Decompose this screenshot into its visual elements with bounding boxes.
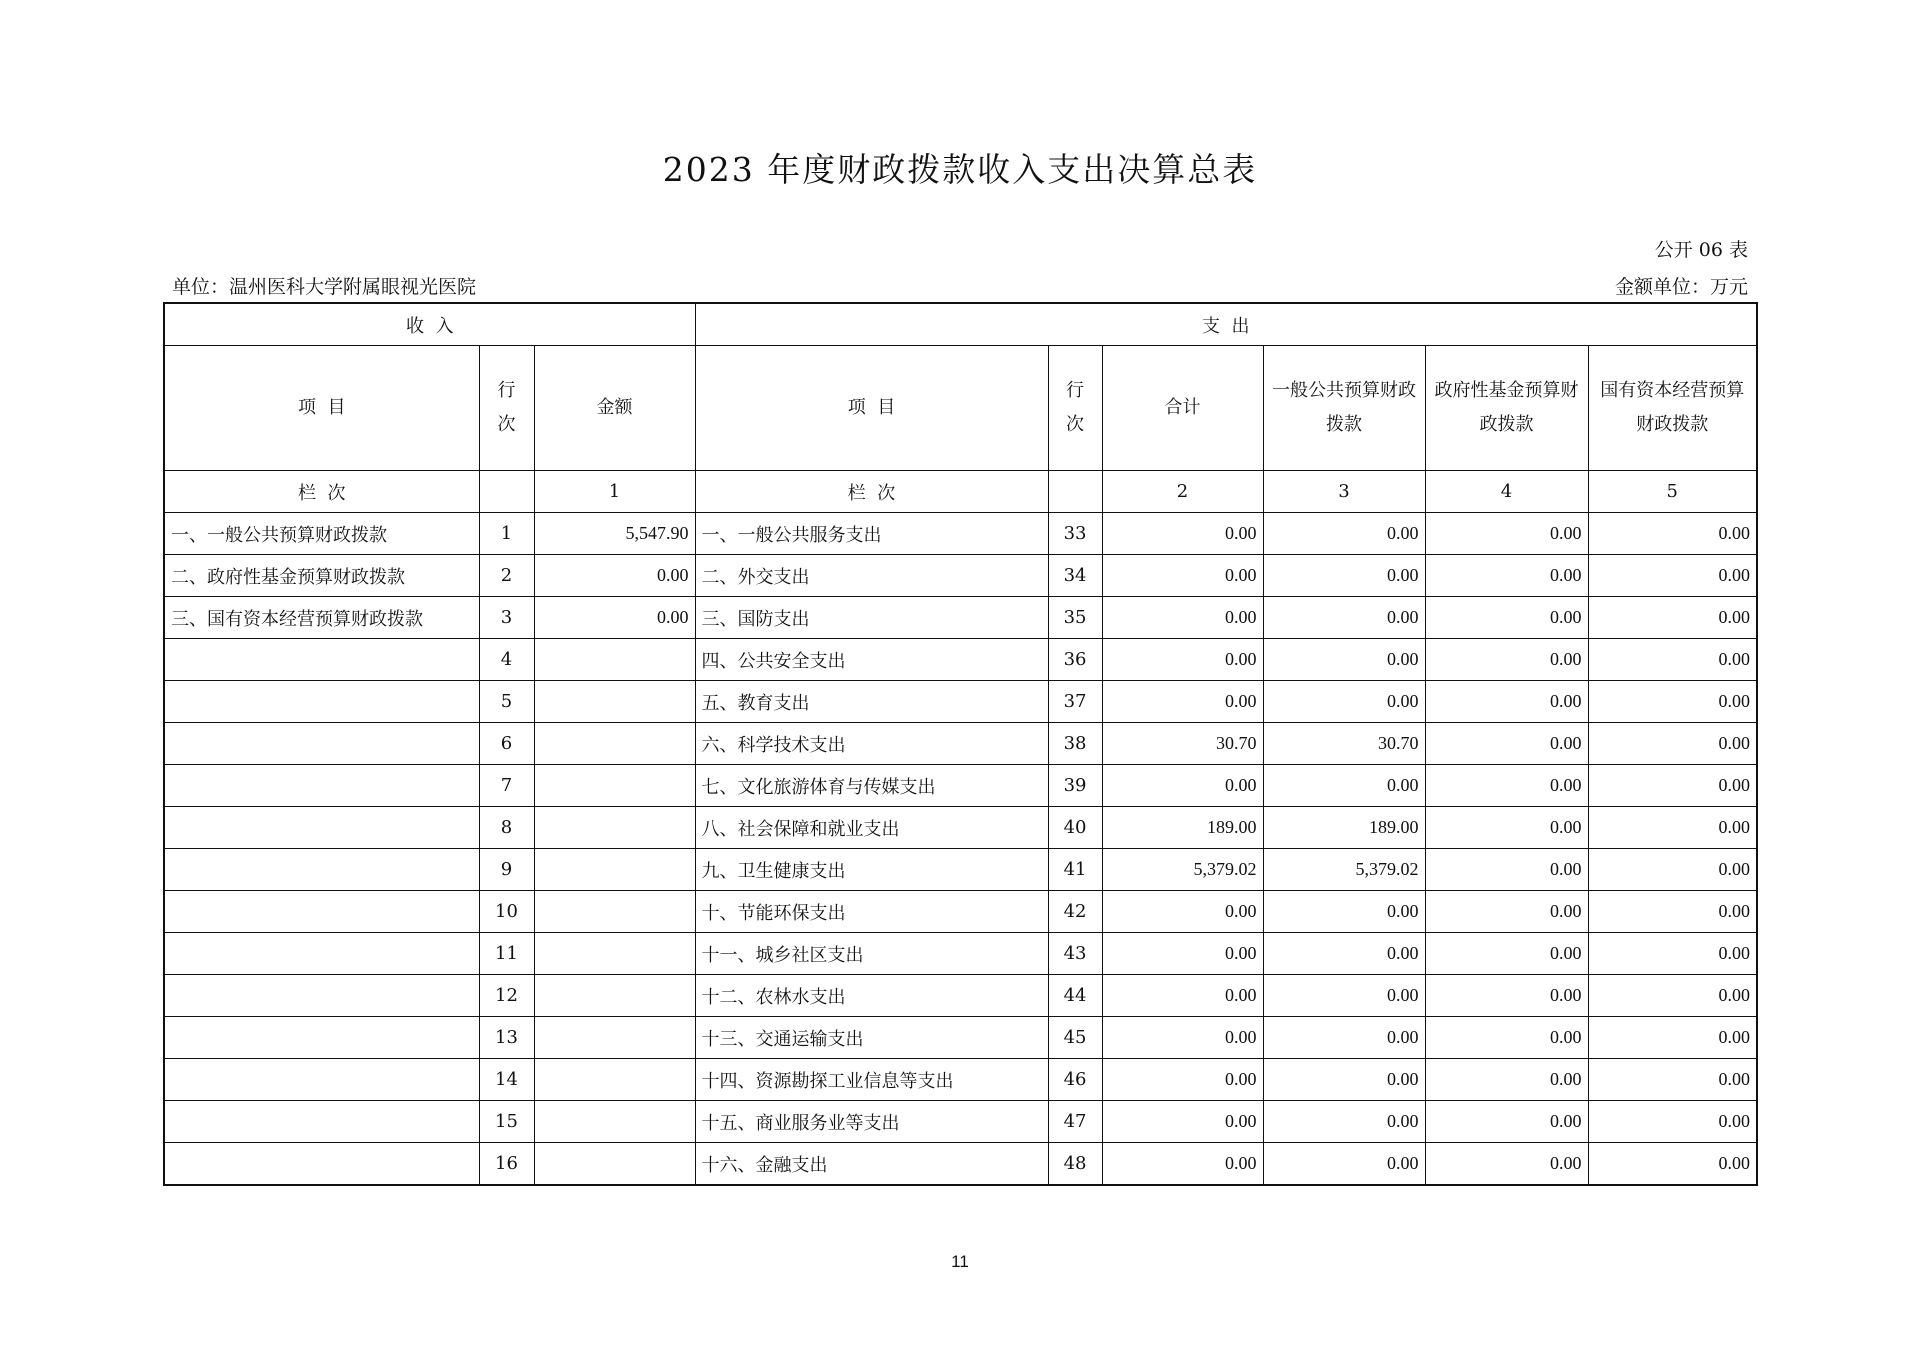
table-row — [164, 1017, 1757, 1059]
expense-item: 五、教育支出 — [695, 681, 1048, 723]
state-capital-header: 国有资本经营预算财政拨款 — [1588, 346, 1757, 471]
income-item — [164, 975, 479, 1017]
expense-item-header: 项 目 — [695, 346, 1048, 471]
total-amount: 0.00 — [1102, 933, 1263, 975]
state-capital-amount: 0.00 — [1588, 1017, 1757, 1059]
income-amount — [534, 891, 695, 933]
income-amount — [534, 1017, 695, 1059]
state-capital-amount: 0.00 — [1588, 1101, 1757, 1143]
general-budget-header: 一般公共预算财政拨款 — [1263, 346, 1425, 471]
general-budget-amount: 0.00 — [1263, 1017, 1425, 1059]
expense-item: 九、卫生健康支出 — [695, 849, 1048, 891]
income-item — [164, 1101, 479, 1143]
state-capital-amount: 0.00 — [1588, 891, 1757, 933]
expense-item: 三、国防支出 — [695, 597, 1048, 639]
general-budget-amount: 0.00 — [1263, 639, 1425, 681]
form-number: 公开 06 表 — [1654, 239, 1748, 261]
expense-line-no: 41 — [1048, 849, 1102, 891]
income-item — [164, 765, 479, 807]
general-budget-amount: 0.00 — [1263, 975, 1425, 1017]
income-amount — [534, 1059, 695, 1101]
column-number-row — [164, 471, 1757, 513]
income-amount-header: 金额 — [534, 346, 695, 471]
general-budget-amount: 0.00 — [1263, 513, 1425, 555]
gov-fund-amount: 0.00 — [1425, 1059, 1588, 1101]
expense-line-no: 46 — [1048, 1059, 1102, 1101]
income-line-no: 1 — [479, 513, 534, 555]
table-row — [164, 1101, 1757, 1143]
gov-fund-amount: 0.00 — [1425, 555, 1588, 597]
gov-fund-amount: 0.00 — [1425, 513, 1588, 555]
state-capital-amount: 0.00 — [1588, 555, 1757, 597]
gov-fund-amount: 0.00 — [1425, 765, 1588, 807]
expense-item: 十四、资源勘探工业信息等支出 — [695, 1059, 1048, 1101]
table-row — [164, 723, 1757, 765]
income-amount — [534, 681, 695, 723]
general-budget-amount: 0.00 — [1263, 765, 1425, 807]
unit-label: 单位：温州医科大学附属眼视光医院 — [172, 276, 477, 298]
total-amount: 0.00 — [1102, 1059, 1263, 1101]
income-amount — [534, 975, 695, 1017]
state-capital-amount: 0.00 — [1588, 765, 1757, 807]
money-unit-label: 金额单位：万元 — [1614, 276, 1748, 298]
income-line-no: 15 — [479, 1101, 534, 1143]
general-budget-amount: 0.00 — [1263, 555, 1425, 597]
income-line-no: 11 — [479, 933, 534, 975]
state-capital-amount: 0.00 — [1588, 1059, 1757, 1101]
header-row-sections — [164, 303, 1757, 346]
table-row — [164, 807, 1757, 849]
expense-header: 支 出 — [695, 303, 1757, 346]
column-no-label: 栏 次 — [164, 471, 479, 513]
income-item — [164, 849, 479, 891]
income-line-no: 7 — [479, 765, 534, 807]
expense-line-no: 33 — [1048, 513, 1102, 555]
state-capital-amount: 0.00 — [1588, 681, 1757, 723]
header-row-columns — [164, 346, 1757, 471]
total-amount: 5,379.02 — [1102, 849, 1263, 891]
general-budget-amount: 0.00 — [1263, 1143, 1425, 1186]
gov-fund-amount: 0.00 — [1425, 975, 1588, 1017]
total-amount: 0.00 — [1102, 765, 1263, 807]
income-amount — [534, 1143, 695, 1186]
general-budget-amount: 0.00 — [1263, 1101, 1425, 1143]
total-amount: 0.00 — [1102, 639, 1263, 681]
general-budget-amount: 0.00 — [1263, 891, 1425, 933]
expense-item: 四、公共安全支出 — [695, 639, 1048, 681]
expense-item: 十二、农林水支出 — [695, 975, 1048, 1017]
expense-line-no: 38 — [1048, 723, 1102, 765]
total-amount: 0.00 — [1102, 513, 1263, 555]
gov-fund-amount: 0.00 — [1425, 723, 1588, 765]
state-capital-amount: 0.00 — [1588, 723, 1757, 765]
expense-item: 十三、交通运输支出 — [695, 1017, 1048, 1059]
income-item — [164, 891, 479, 933]
table-row — [164, 975, 1757, 1017]
expense-line-no: 40 — [1048, 807, 1102, 849]
gov-fund-amount: 0.00 — [1425, 597, 1588, 639]
state-capital-amount: 0.00 — [1588, 807, 1757, 849]
table-row — [164, 639, 1757, 681]
col-3: 3 — [1263, 471, 1425, 513]
income-line-no: 8 — [479, 807, 534, 849]
table-row — [164, 597, 1757, 639]
income-item: 三、国有资本经营预算财政拨款 — [164, 597, 479, 639]
table-row — [164, 681, 1757, 723]
table-row — [164, 891, 1757, 933]
expense-item: 二、外交支出 — [695, 555, 1048, 597]
expense-item: 十五、商业服务业等支出 — [695, 1101, 1048, 1143]
gov-fund-amount: 0.00 — [1425, 639, 1588, 681]
expense-item: 十一、城乡社区支出 — [695, 933, 1048, 975]
general-budget-amount: 5,379.02 — [1263, 849, 1425, 891]
income-item — [164, 1143, 479, 1186]
expense-item: 十、节能环保支出 — [695, 891, 1048, 933]
expense-line-header: 行次 — [1048, 346, 1102, 471]
income-amount: 5,547.90 — [534, 513, 695, 555]
income-line-no: 5 — [479, 681, 534, 723]
income-item — [164, 807, 479, 849]
income-header: 收 入 — [164, 303, 695, 346]
income-item — [164, 681, 479, 723]
table-row — [164, 555, 1757, 597]
income-line-no: 4 — [479, 639, 534, 681]
total-amount: 0.00 — [1102, 681, 1263, 723]
total-amount: 0.00 — [1102, 891, 1263, 933]
income-amount: 0.00 — [534, 597, 695, 639]
income-line-no: 2 — [479, 555, 534, 597]
income-amount — [534, 849, 695, 891]
expense-line-no: 48 — [1048, 1143, 1102, 1186]
gov-fund-amount: 0.00 — [1425, 1143, 1588, 1186]
gov-fund-header: 政府性基金预算财政拨款 — [1425, 346, 1588, 471]
income-amount — [534, 1101, 695, 1143]
expense-item: 一、一般公共服务支出 — [695, 513, 1048, 555]
income-amount — [534, 639, 695, 681]
gov-fund-amount: 0.00 — [1425, 681, 1588, 723]
page-number: 11 — [951, 1252, 969, 1271]
table-row — [164, 513, 1757, 555]
expense-line-no: 35 — [1048, 597, 1102, 639]
state-capital-amount: 0.00 — [1588, 933, 1757, 975]
column-no-label: 栏 次 — [695, 471, 1048, 513]
table-row — [164, 849, 1757, 891]
income-item — [164, 639, 479, 681]
general-budget-amount: 189.00 — [1263, 807, 1425, 849]
general-budget-amount: 0.00 — [1263, 597, 1425, 639]
income-amount — [534, 933, 695, 975]
expense-line-no: 34 — [1048, 555, 1102, 597]
general-budget-amount: 0.00 — [1263, 1059, 1425, 1101]
expense-line-no: 45 — [1048, 1017, 1102, 1059]
gov-fund-amount: 0.00 — [1425, 891, 1588, 933]
col-5: 5 — [1588, 471, 1757, 513]
income-line-no: 6 — [479, 723, 534, 765]
total-amount: 0.00 — [1102, 1143, 1263, 1186]
total-amount: 0.00 — [1102, 555, 1263, 597]
general-budget-amount: 0.00 — [1263, 681, 1425, 723]
income-amount: 0.00 — [534, 555, 695, 597]
income-item — [164, 1059, 479, 1101]
total-amount: 0.00 — [1102, 1101, 1263, 1143]
expense-line-no: 36 — [1048, 639, 1102, 681]
empty-cell — [1048, 471, 1102, 513]
col-1: 1 — [534, 471, 695, 513]
income-line-header: 行次 — [479, 346, 534, 471]
total-amount: 0.00 — [1102, 975, 1263, 1017]
expense-line-no: 44 — [1048, 975, 1102, 1017]
expense-item: 七、文化旅游体育与传媒支出 — [695, 765, 1048, 807]
income-line-no: 10 — [479, 891, 534, 933]
gov-fund-amount: 0.00 — [1425, 807, 1588, 849]
income-item: 二、政府性基金预算财政拨款 — [164, 555, 479, 597]
expense-line-no: 39 — [1048, 765, 1102, 807]
gov-fund-amount: 0.00 — [1425, 1101, 1588, 1143]
state-capital-amount: 0.00 — [1588, 849, 1757, 891]
income-line-no: 9 — [479, 849, 534, 891]
general-budget-amount: 30.70 — [1263, 723, 1425, 765]
total-header: 合计 — [1102, 346, 1263, 471]
state-capital-amount: 0.00 — [1588, 513, 1757, 555]
income-line-no: 16 — [479, 1143, 534, 1186]
gov-fund-amount: 0.00 — [1425, 849, 1588, 891]
table-row — [164, 1143, 1757, 1186]
state-capital-amount: 0.00 — [1588, 597, 1757, 639]
budget-table — [163, 302, 1758, 1186]
income-item — [164, 1017, 479, 1059]
income-item — [164, 933, 479, 975]
state-capital-amount: 0.00 — [1588, 1143, 1757, 1186]
empty-cell — [479, 471, 534, 513]
col-4: 4 — [1425, 471, 1588, 513]
income-line-no: 13 — [479, 1017, 534, 1059]
state-capital-amount: 0.00 — [1588, 639, 1757, 681]
income-item: 一、一般公共预算财政拨款 — [164, 513, 479, 555]
income-amount — [534, 723, 695, 765]
general-budget-amount: 0.00 — [1263, 933, 1425, 975]
income-amount — [534, 807, 695, 849]
table-row — [164, 1059, 1757, 1101]
expense-line-no: 42 — [1048, 891, 1102, 933]
expense-line-no: 43 — [1048, 933, 1102, 975]
expense-line-no: 37 — [1048, 681, 1102, 723]
total-amount: 189.00 — [1102, 807, 1263, 849]
table-row — [164, 765, 1757, 807]
total-amount: 30.70 — [1102, 723, 1263, 765]
expense-item: 八、社会保障和就业支出 — [695, 807, 1048, 849]
income-amount — [534, 765, 695, 807]
income-line-no: 3 — [479, 597, 534, 639]
expense-item: 六、科学技术支出 — [695, 723, 1048, 765]
gov-fund-amount: 0.00 — [1425, 933, 1588, 975]
income-line-no: 12 — [479, 975, 534, 1017]
expense-line-no: 47 — [1048, 1101, 1102, 1143]
total-amount: 0.00 — [1102, 597, 1263, 639]
total-amount: 0.00 — [1102, 1017, 1263, 1059]
expense-item: 十六、金融支出 — [695, 1143, 1048, 1186]
state-capital-amount: 0.00 — [1588, 975, 1757, 1017]
page-title: 2023 年度财政拨款收入支出决算总表 — [662, 150, 1258, 189]
income-item-header: 项 目 — [164, 346, 479, 471]
col-2: 2 — [1102, 471, 1263, 513]
income-line-no: 14 — [479, 1059, 534, 1101]
table-row — [164, 933, 1757, 975]
income-item — [164, 723, 479, 765]
gov-fund-amount: 0.00 — [1425, 1017, 1588, 1059]
